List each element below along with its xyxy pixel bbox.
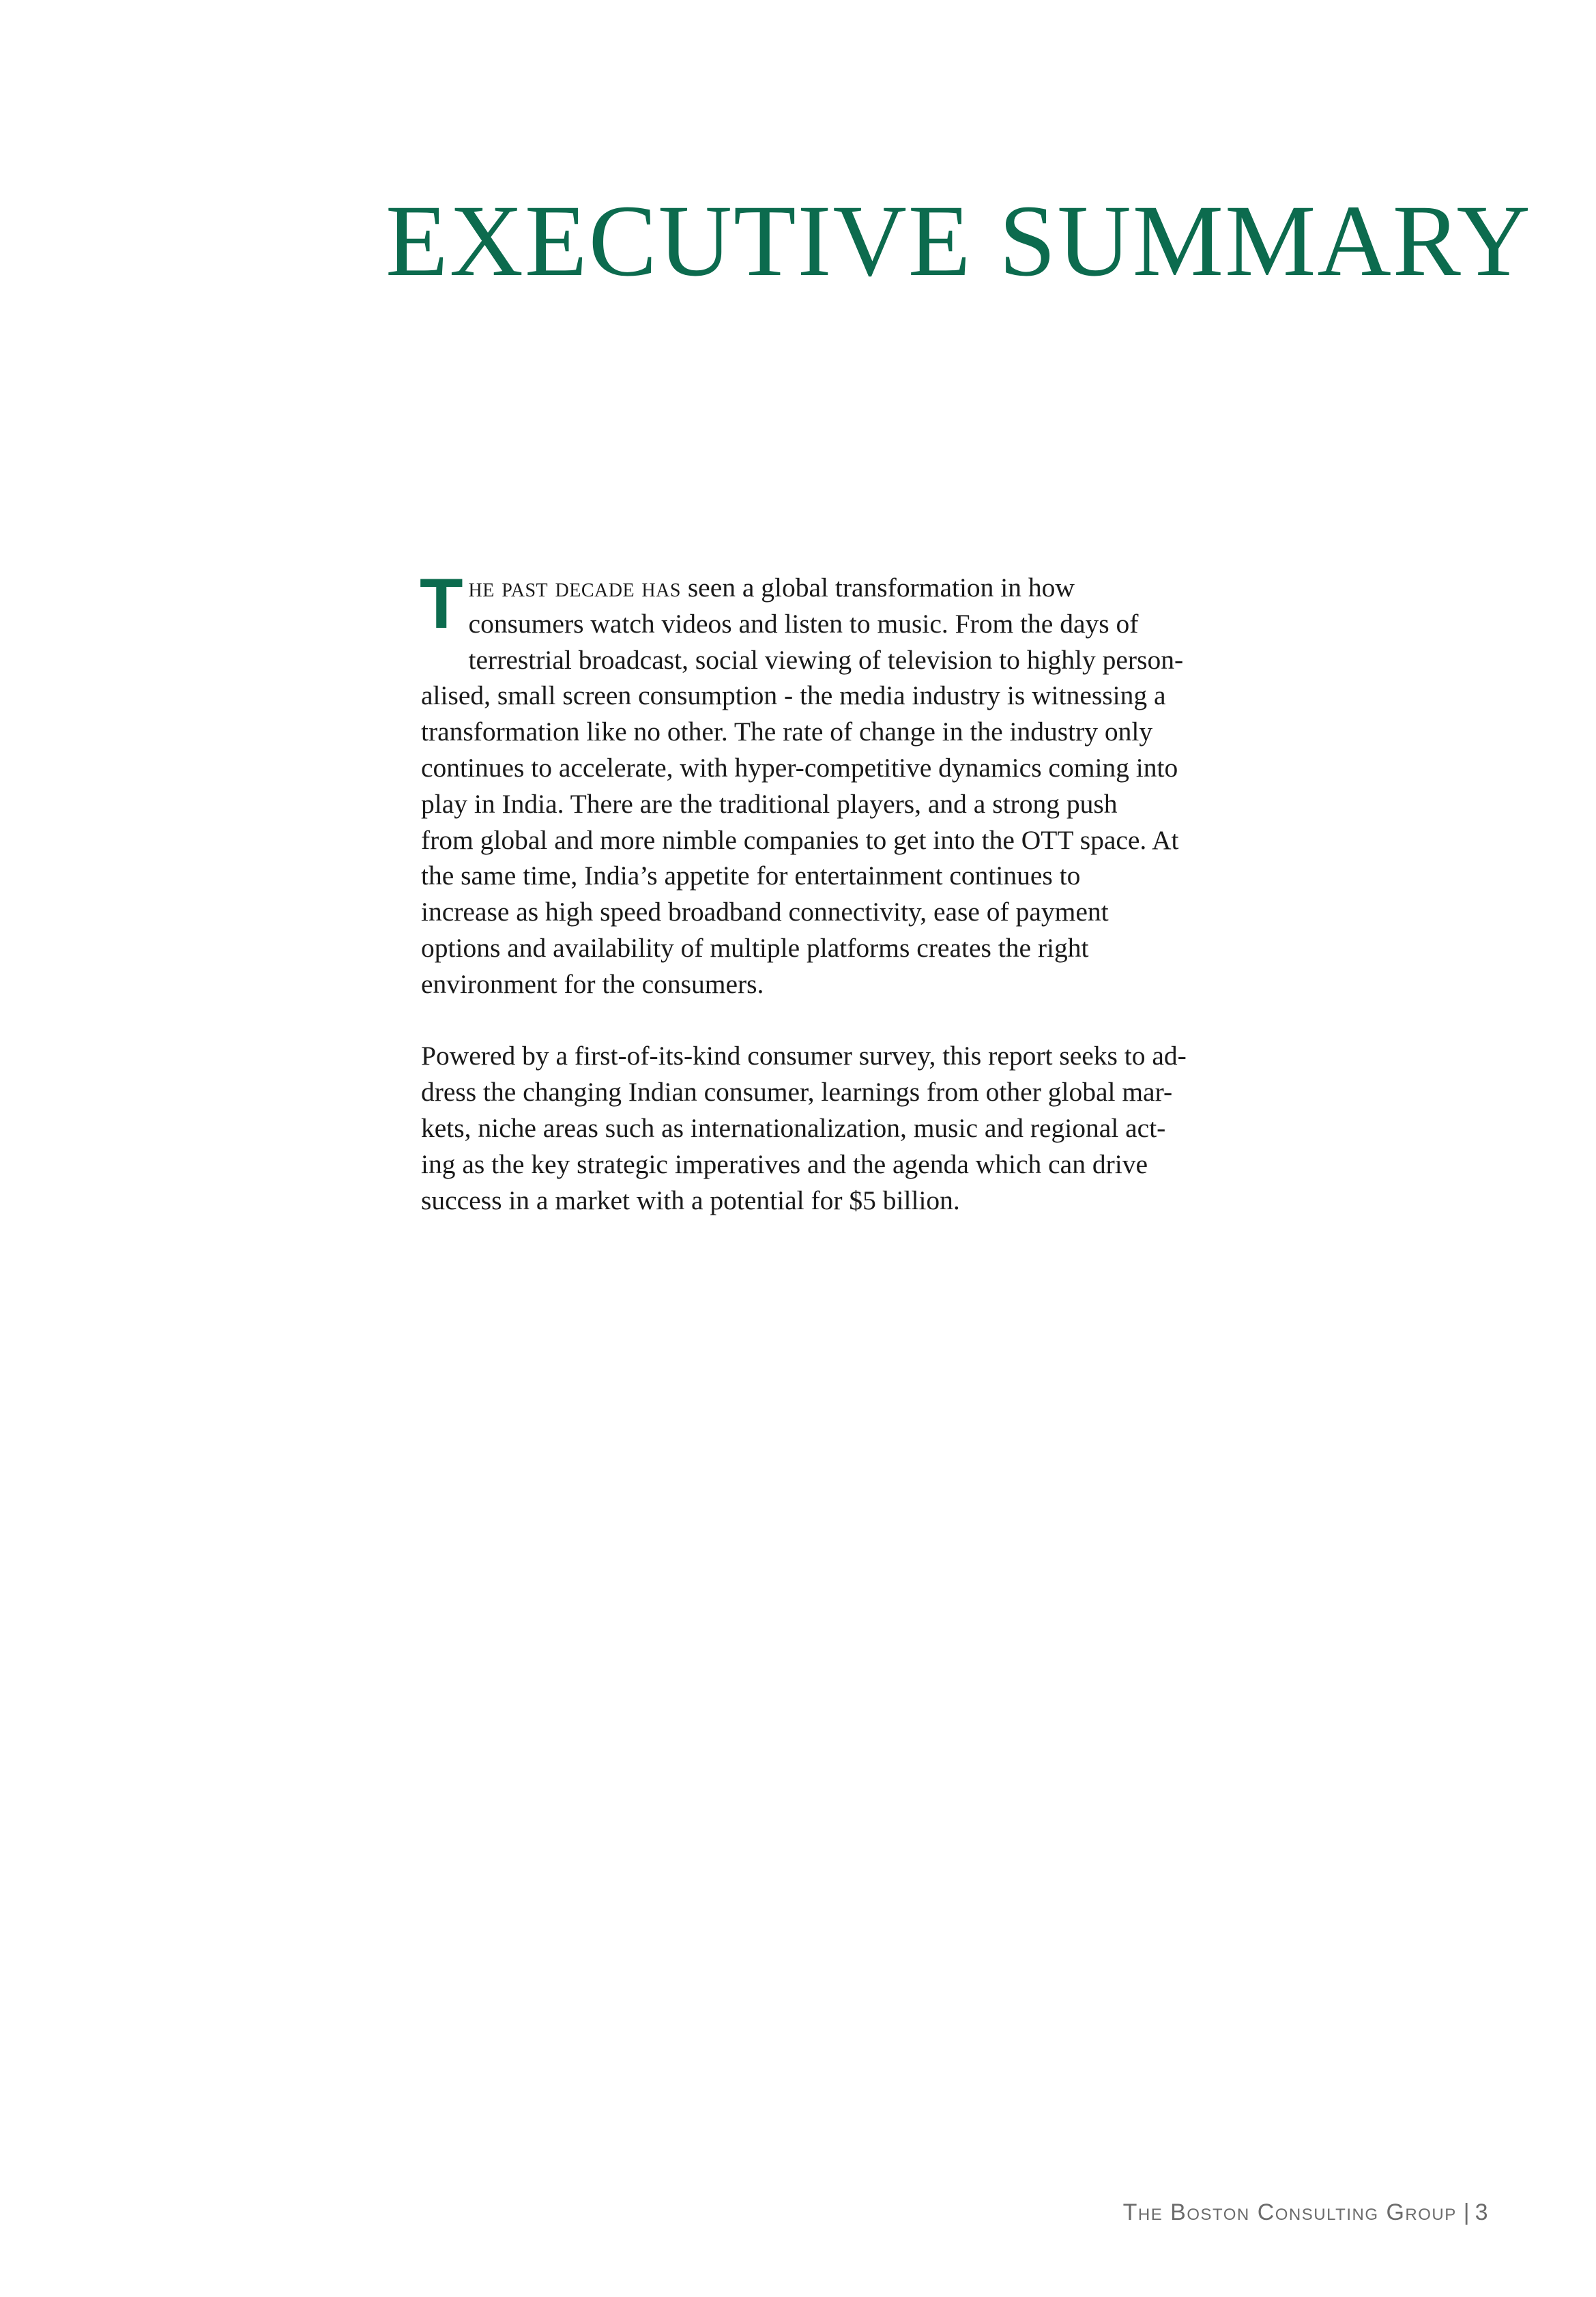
page-title: EXECUTIVE SUMMARY	[386, 184, 1532, 298]
paragraph-line: ing as the key strategic imperatives and the agenda which can drive	[421, 1148, 1148, 1179]
paragraph-line: increase as high speed broadband connectivity, ease of payment	[421, 897, 1109, 927]
paragraph-line: from global and more nimble companies to get into the OTT space. At	[421, 824, 1179, 855]
drop-cap: T	[420, 564, 463, 644]
paragraph-line: alised, small screen consumption - the media industry is witnessing a	[421, 680, 1166, 711]
paragraph-line: Powered by a first-of-its-kind consumer survey, this report seeks to ad-	[421, 1041, 1187, 1071]
paragraph-line: consumers watch videos and listen to music. From the days of	[468, 608, 1139, 639]
paragraph-line: continues to accelerate, with hyper-competitive dynamics coming into	[421, 752, 1178, 783]
footer-organization: The Boston Consulting Group	[1122, 2199, 1457, 2225]
paragraph-line: the same time, India’s appetite for entertainment continues to	[421, 861, 1081, 891]
footer-separator: |	[1463, 2199, 1470, 2225]
intro-paragraph	[420, 564, 1301, 1002]
paragraph-line: dress the changing Indian consumer, learnings from other global mar-	[421, 1077, 1173, 1108]
paragraph-line: play in India. There are the traditional players, and a strong push	[421, 788, 1118, 819]
paragraph-line-text: seen a global transformation in how	[680, 573, 1075, 603]
page-footer	[1123, 2199, 1489, 2226]
executive-summary-body	[420, 564, 1301, 1218]
paragraph-line: environment for the consumers.	[421, 968, 764, 999]
paragraph-line: terrestrial broadcast, social viewing of television to highly person-	[468, 644, 1184, 675]
paragraph-line: options and availability of multiple platforms creates the right	[421, 932, 1089, 963]
page-number: 3	[1475, 2199, 1489, 2225]
paragraph-line	[421, 570, 1301, 606]
paragraph-line: success in a market with a potential for $5 billion.	[421, 1185, 960, 1215]
second-paragraph	[421, 1038, 1301, 1218]
paragraph-line: kets, niche areas such as internationalization, music and regional act-	[421, 1112, 1166, 1143]
paragraph-line: transformation like no other. The rate of change in the industry only	[421, 717, 1153, 747]
lead-small-caps: he past decade has	[468, 573, 681, 603]
